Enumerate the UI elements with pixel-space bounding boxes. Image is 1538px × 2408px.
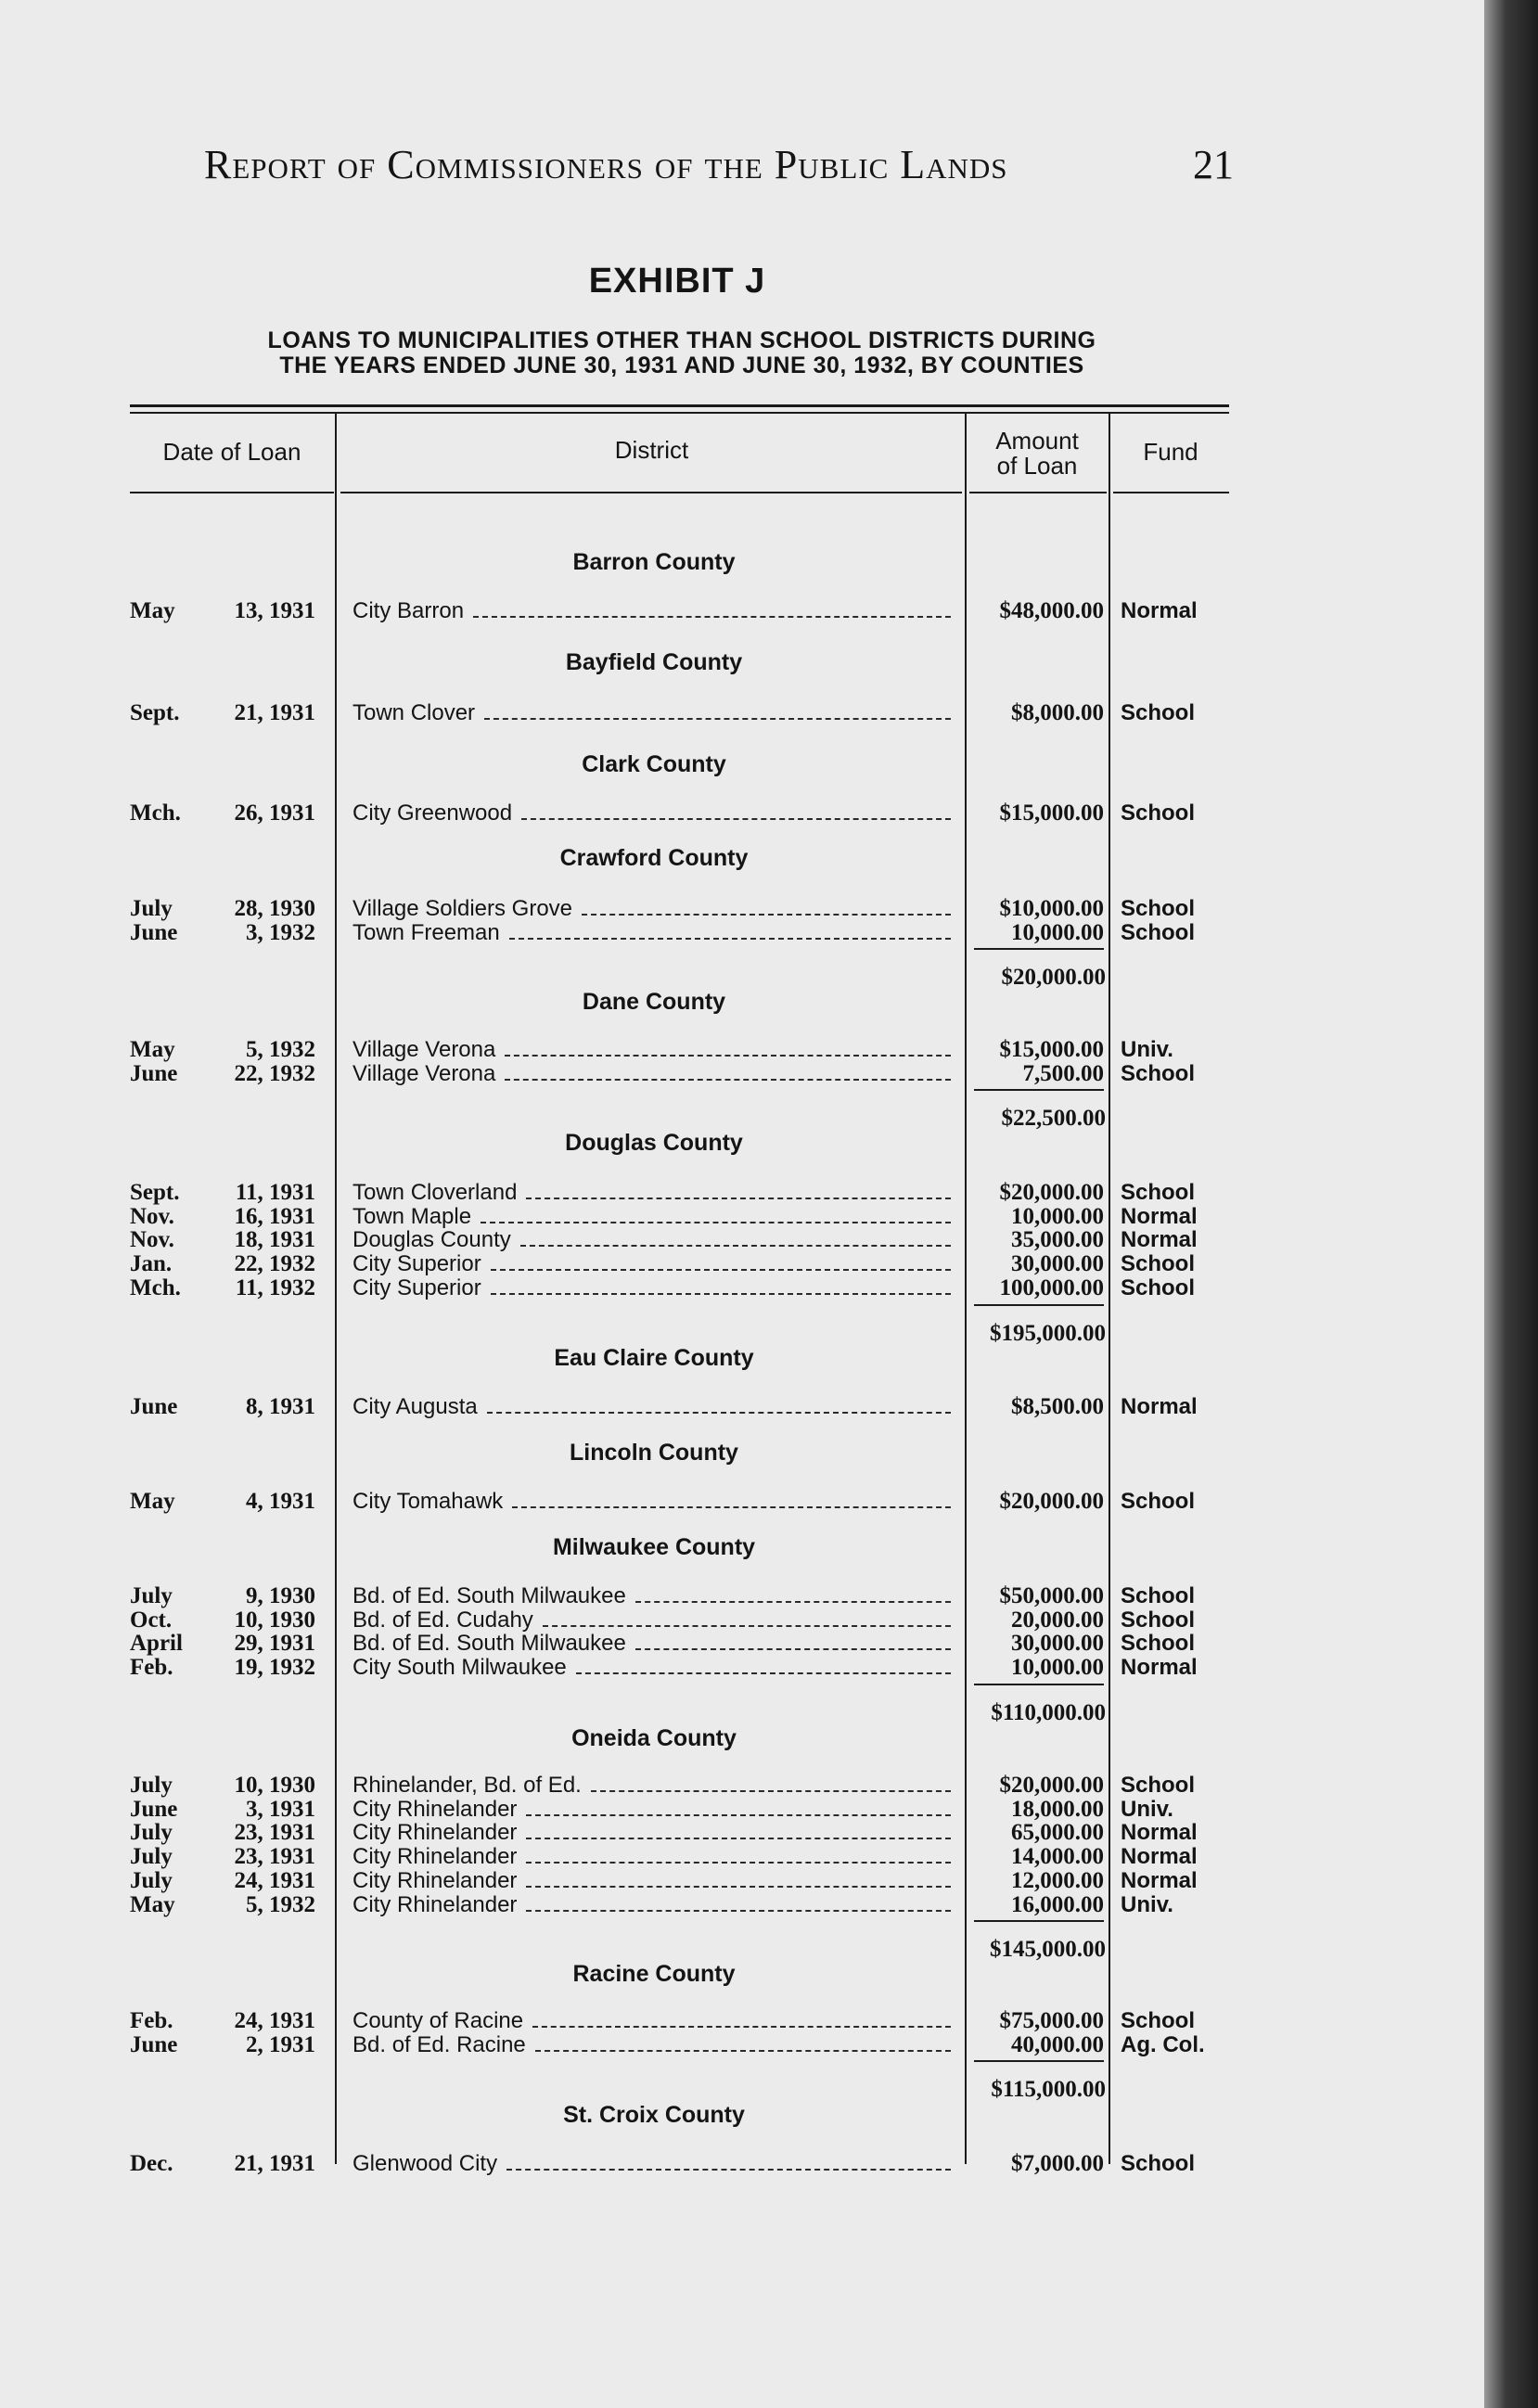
district-name: Bd. of Ed. South Milwaukee (352, 1632, 626, 1656)
table-top-rule (130, 404, 1229, 407)
district-name: City Superior (352, 1252, 481, 1276)
table-row (0, 2152, 1484, 2176)
table-subtitle (130, 328, 1234, 378)
loan-day-year: 10, 1930 (234, 1773, 315, 1798)
loan-month: July (130, 896, 173, 921)
loan-day-year: 4, 1931 (246, 1489, 315, 1514)
district-cell (352, 1252, 951, 1276)
subtotal-rule (974, 948, 1104, 950)
loan-amount: 10,000.00 (1011, 920, 1104, 945)
column-header-district: District (614, 436, 689, 464)
table-row (0, 1845, 1484, 1869)
loan-amount: 100,000.00 (999, 1275, 1104, 1300)
loan-fund: School (1121, 700, 1196, 725)
leader-dashes (526, 1897, 951, 1912)
county-heading: Clark County (582, 751, 726, 777)
loan-day-year: 11, 1931 (235, 1180, 315, 1205)
leader-dashes (509, 925, 951, 940)
loan-amount: $75,000.00 (999, 2008, 1104, 2033)
leader-dashes (526, 1849, 951, 1864)
district-name: Rhinelander, Bd. of Ed. (352, 1774, 582, 1798)
table-row (0, 1395, 1484, 1419)
leader-dashes (576, 1659, 951, 1674)
district-name: City Tomahawk (352, 1490, 504, 1514)
loan-amount: 12,000.00 (1011, 1868, 1104, 1893)
loan-amount: $8,000.00 (1011, 700, 1104, 725)
district-name: Bd. of Ed. South Milwaukee (352, 1584, 626, 1608)
table-row (0, 1276, 1484, 1300)
district-cell (352, 599, 951, 623)
loan-month: Sept. (130, 700, 180, 725)
exhibit-title: EXHIBIT J (588, 262, 766, 301)
leader-dashes (491, 1256, 951, 1271)
running-head (204, 141, 1234, 188)
subtitle-line-1: LOANS TO MUNICIPALITIES OTHER THAN SCHOOL DISTRICTS DURING (267, 327, 1096, 353)
loan-fund: School (1121, 1773, 1196, 1798)
loan-month: April (130, 1631, 183, 1656)
loan-month: Feb. (130, 1655, 173, 1680)
loan-fund: Ag. Col. (1121, 2032, 1205, 2057)
header-bottom-rule (130, 492, 334, 493)
amount-header-line-2: of Loan (996, 452, 1078, 480)
district-cell (352, 1821, 951, 1845)
table-row (0, 1181, 1484, 1205)
loan-amount: $20,000.00 (999, 1489, 1104, 1514)
table-row (0, 1656, 1484, 1680)
loan-month: July (130, 1844, 173, 1869)
loan-fund: School (1121, 1275, 1196, 1300)
table-row (0, 2033, 1484, 2057)
district-cell (352, 1038, 951, 1062)
loan-amount: 35,000.00 (1011, 1227, 1104, 1252)
district-name: Village Verona (352, 1038, 496, 1062)
loan-fund: School (1121, 1061, 1196, 1086)
loan-month: Mch. (130, 801, 181, 826)
loan-fund: School (1121, 1631, 1196, 1656)
county-heading: Dane County (582, 989, 726, 1015)
subtitle-line-2: THE YEARS ENDED JUNE 30, 1931 AND JUNE 30, 1932, BY COUNTIES (279, 352, 1084, 378)
loan-fund: School (1121, 1583, 1196, 1608)
district-name: Bd. of Ed. Racine (352, 2033, 526, 2057)
loan-month: July (130, 1868, 173, 1893)
header-bottom-rule (340, 492, 962, 493)
loan-fund: School (1121, 1251, 1196, 1276)
leader-dashes (543, 1612, 951, 1627)
loan-day-year: 11, 1932 (235, 1275, 315, 1300)
county-subtotal: $20,000.00 (1001, 965, 1106, 990)
district-name: City South Milwaukee (352, 1656, 567, 1680)
district-name: City Augusta (352, 1395, 478, 1419)
loan-amount: $50,000.00 (999, 1583, 1104, 1608)
loan-day-year: 28, 1930 (234, 896, 315, 921)
loan-fund: Normal (1121, 1655, 1198, 1680)
district-name: City Rhinelander (352, 1798, 518, 1822)
loan-day-year: 9, 1930 (246, 1583, 315, 1608)
district-cell (352, 1798, 951, 1822)
page-edge (1484, 0, 1538, 2408)
district-name: City Superior (352, 1276, 481, 1300)
district-cell (352, 1584, 951, 1608)
loan-fund: School (1121, 2151, 1196, 2176)
table-row (0, 801, 1484, 826)
loan-fund: Univ. (1121, 1892, 1173, 1917)
loan-fund: School (1121, 801, 1196, 826)
leader-dashes (473, 603, 951, 618)
leader-dashes (506, 2156, 951, 2171)
loan-day-year: 26, 1931 (234, 801, 315, 826)
loan-month: June (130, 1797, 178, 1822)
table-row (0, 1205, 1484, 1229)
district-cell (352, 1632, 951, 1656)
column-header-fund: Fund (1143, 438, 1198, 466)
county-heading: Oneida County (571, 1725, 737, 1751)
loan-fund: Normal (1121, 1204, 1198, 1229)
district-cell (352, 1490, 951, 1514)
district-name: City Greenwood (352, 801, 513, 826)
county-subtotal: $145,000.00 (990, 1937, 1106, 1962)
leader-dashes (635, 1588, 951, 1603)
district-name: County of Racine (352, 2009, 524, 2033)
table-row (0, 1584, 1484, 1608)
loan-fund: Normal (1121, 1844, 1198, 1869)
loan-fund: Normal (1121, 1820, 1198, 1845)
district-cell (352, 701, 951, 725)
loan-month: Jan. (130, 1251, 173, 1276)
loan-month: Nov. (130, 1204, 174, 1229)
loan-day-year: 23, 1931 (234, 1820, 315, 1845)
district-name: Town Cloverland (352, 1181, 518, 1205)
district-cell (352, 1774, 951, 1798)
loan-amount: 16,000.00 (1011, 1892, 1104, 1917)
district-cell (352, 1608, 951, 1633)
county-heading: Eau Claire County (554, 1345, 754, 1371)
district-name: City Rhinelander (352, 1845, 518, 1869)
county-heading: Barron County (572, 549, 736, 575)
amount-header-line-1: Amount (995, 427, 1079, 455)
loan-fund: School (1121, 1489, 1196, 1514)
district-name: City Rhinelander (352, 1893, 518, 1917)
loan-fund: School (1121, 920, 1196, 945)
table-row (0, 897, 1484, 921)
leader-dashes (491, 1280, 951, 1295)
loan-amount: 18,000.00 (1011, 1797, 1104, 1822)
loan-month: Nov. (130, 1227, 174, 1252)
table-row (0, 1893, 1484, 1917)
column-header-amount (967, 429, 1108, 479)
district-cell (352, 2009, 951, 2033)
loan-month: May (130, 1892, 175, 1917)
district-name: Glenwood City (352, 2152, 498, 2176)
header-bottom-rule (1113, 492, 1229, 493)
loan-day-year: 13, 1931 (234, 598, 315, 623)
loan-fund: Normal (1121, 1227, 1198, 1252)
loan-day-year: 8, 1931 (246, 1394, 315, 1419)
county-heading: St. Croix County (563, 2102, 745, 2128)
district-cell (352, 921, 951, 945)
district-name: Village Soldiers Grove (352, 897, 573, 921)
loan-day-year: 3, 1931 (246, 1797, 315, 1822)
leader-dashes (526, 1873, 951, 1888)
district-name: Douglas County (352, 1228, 511, 1252)
loan-day-year: 23, 1931 (234, 1844, 315, 1869)
loan-month: June (130, 920, 178, 945)
loan-amount: 10,000.00 (1011, 1204, 1104, 1229)
loan-amount: 10,000.00 (1011, 1655, 1104, 1680)
county-heading: Milwaukee County (552, 1534, 756, 1560)
loan-amount: 7,500.00 (1022, 1061, 1104, 1086)
loan-month: Dec. (130, 2151, 173, 2176)
district-name: City Rhinelander (352, 1821, 518, 1845)
loan-month: Mch. (130, 1275, 181, 1300)
loan-day-year: 5, 1932 (246, 1892, 315, 1917)
subtotal-rule (974, 1920, 1104, 1922)
table-row (0, 1798, 1484, 1822)
leader-dashes (535, 2037, 951, 2052)
loan-month: May (130, 1037, 175, 1062)
loan-month: June (130, 1394, 178, 1419)
loan-amount: $7,000.00 (1011, 2151, 1104, 2176)
table-top-rule-2 (130, 412, 1229, 414)
leader-dashes (505, 1042, 951, 1057)
subtotal-rule (974, 1684, 1104, 1685)
table-row (0, 599, 1484, 623)
district-cell (352, 1205, 951, 1229)
loan-day-year: 21, 1931 (234, 700, 315, 725)
table-row (0, 1821, 1484, 1845)
table-row (0, 1252, 1484, 1276)
leader-dashes (520, 1232, 951, 1247)
loan-month: May (130, 1489, 175, 1514)
loan-amount: 65,000.00 (1011, 1820, 1104, 1845)
loan-amount: 40,000.00 (1011, 2032, 1104, 2057)
table-row (0, 701, 1484, 725)
loan-day-year: 3, 1932 (246, 920, 315, 945)
district-cell (352, 1845, 951, 1869)
loan-day-year: 22, 1932 (234, 1251, 315, 1276)
table-row (0, 1228, 1484, 1252)
loan-amount: $15,000.00 (999, 1037, 1104, 1062)
loan-day-year: 10, 1930 (234, 1607, 315, 1633)
loan-amount: 20,000.00 (1011, 1607, 1104, 1633)
loan-amount: $20,000.00 (999, 1773, 1104, 1798)
header-bottom-rule (969, 492, 1107, 493)
district-cell (352, 1869, 951, 1893)
county-subtotal: $195,000.00 (990, 1321, 1106, 1346)
loan-day-year: 24, 1931 (234, 2008, 315, 2033)
leader-dashes (512, 1493, 951, 1508)
district-cell (352, 1181, 951, 1205)
page-number: 21 (1193, 142, 1234, 187)
county-heading: Lincoln County (570, 1440, 738, 1466)
loan-fund: School (1121, 1607, 1196, 1633)
leader-dashes (521, 805, 951, 820)
leader-dashes (526, 1801, 951, 1816)
subtotal-rule (974, 1304, 1104, 1306)
district-cell (352, 1656, 951, 1680)
loan-amount: $20,000.00 (999, 1180, 1104, 1205)
loan-day-year: 18, 1931 (234, 1227, 315, 1252)
loan-amount: $8,500.00 (1011, 1394, 1104, 1419)
loan-fund: Univ. (1121, 1797, 1173, 1822)
district-cell (352, 897, 951, 921)
loan-day-year: 19, 1932 (234, 1655, 315, 1680)
loan-amount: $15,000.00 (999, 801, 1104, 826)
column-header-date: Date of Loan (162, 438, 301, 466)
loan-fund: School (1121, 896, 1196, 921)
county-heading: Racine County (572, 1961, 736, 1987)
loan-month: June (130, 1061, 178, 1086)
leader-dashes (481, 1209, 951, 1223)
loan-month: May (130, 598, 175, 623)
loan-fund: School (1121, 2008, 1196, 2033)
district-name: City Barron (352, 599, 465, 623)
district-name: City Rhinelander (352, 1869, 518, 1893)
running-head-title: Report of Commissioners of the Public Lands (204, 142, 1008, 187)
county-subtotal: $110,000.00 (991, 1700, 1106, 1725)
leader-dashes (487, 1399, 951, 1414)
district-name: Village Verona (352, 1062, 496, 1086)
table-row (0, 1038, 1484, 1062)
loan-amount: 30,000.00 (1011, 1631, 1104, 1656)
loan-month: June (130, 2032, 178, 2057)
loan-fund: Normal (1121, 1868, 1198, 1893)
loan-day-year: 29, 1931 (234, 1631, 315, 1656)
loan-amount: $48,000.00 (999, 598, 1104, 623)
county-subtotal: $22,500.00 (1001, 1106, 1106, 1131)
table-row (0, 1490, 1484, 1514)
loan-month: Oct. (130, 1607, 173, 1633)
county-heading: Crawford County (559, 845, 749, 871)
table-row (0, 1774, 1484, 1798)
subtotal-rule (974, 1089, 1104, 1091)
leader-dashes (505, 1066, 951, 1081)
district-name: Town Clover (352, 701, 476, 725)
loan-amount: 14,000.00 (1011, 1844, 1104, 1869)
leader-dashes (484, 705, 951, 720)
loan-month: July (130, 1820, 173, 1845)
county-heading: Bayfield County (565, 649, 743, 675)
loan-day-year: 22, 1932 (234, 1061, 315, 1086)
district-cell (352, 1395, 951, 1419)
table-row (0, 921, 1484, 945)
district-cell (352, 801, 951, 826)
district-cell (352, 2033, 951, 2057)
loan-fund: Univ. (1121, 1037, 1173, 1062)
leader-dashes (526, 1185, 951, 1199)
loan-month: July (130, 1583, 173, 1608)
loan-fund: Normal (1121, 1394, 1198, 1419)
loan-day-year: 16, 1931 (234, 1204, 315, 1229)
district-name: Town Freeman (352, 921, 500, 945)
district-cell (352, 1062, 951, 1086)
leader-dashes (526, 1825, 951, 1839)
county-heading: Douglas County (565, 1130, 743, 1156)
table-row (0, 1869, 1484, 1893)
district-name: Bd. of Ed. Cudahy (352, 1608, 533, 1633)
loan-month: Feb. (130, 2008, 173, 2033)
district-cell (352, 2152, 951, 2176)
district-cell (352, 1893, 951, 1917)
district-cell (352, 1228, 951, 1252)
leader-dashes (591, 1777, 951, 1792)
leader-dashes (635, 1635, 951, 1650)
table-row (0, 2009, 1484, 2033)
district-cell (352, 1276, 951, 1300)
loan-day-year: 21, 1931 (234, 2151, 315, 2176)
table-row (0, 1062, 1484, 1086)
subtotal-rule (974, 2060, 1104, 2062)
loan-day-year: 2, 1931 (246, 2032, 315, 2057)
loan-amount: 30,000.00 (1011, 1251, 1104, 1276)
table-row (0, 1608, 1484, 1633)
loan-month: July (130, 1773, 173, 1798)
loan-day-year: 5, 1932 (246, 1037, 315, 1062)
loan-month: Sept. (130, 1180, 180, 1205)
loan-amount: $10,000.00 (999, 896, 1104, 921)
loan-fund: Normal (1121, 598, 1198, 623)
leader-dashes (582, 901, 951, 916)
loan-day-year: 24, 1931 (234, 1868, 315, 1893)
loan-fund: School (1121, 1180, 1196, 1205)
table-row (0, 1632, 1484, 1656)
county-subtotal: $115,000.00 (991, 2077, 1106, 2102)
leader-dashes (532, 2013, 951, 2028)
district-name: Town Maple (352, 1205, 472, 1229)
